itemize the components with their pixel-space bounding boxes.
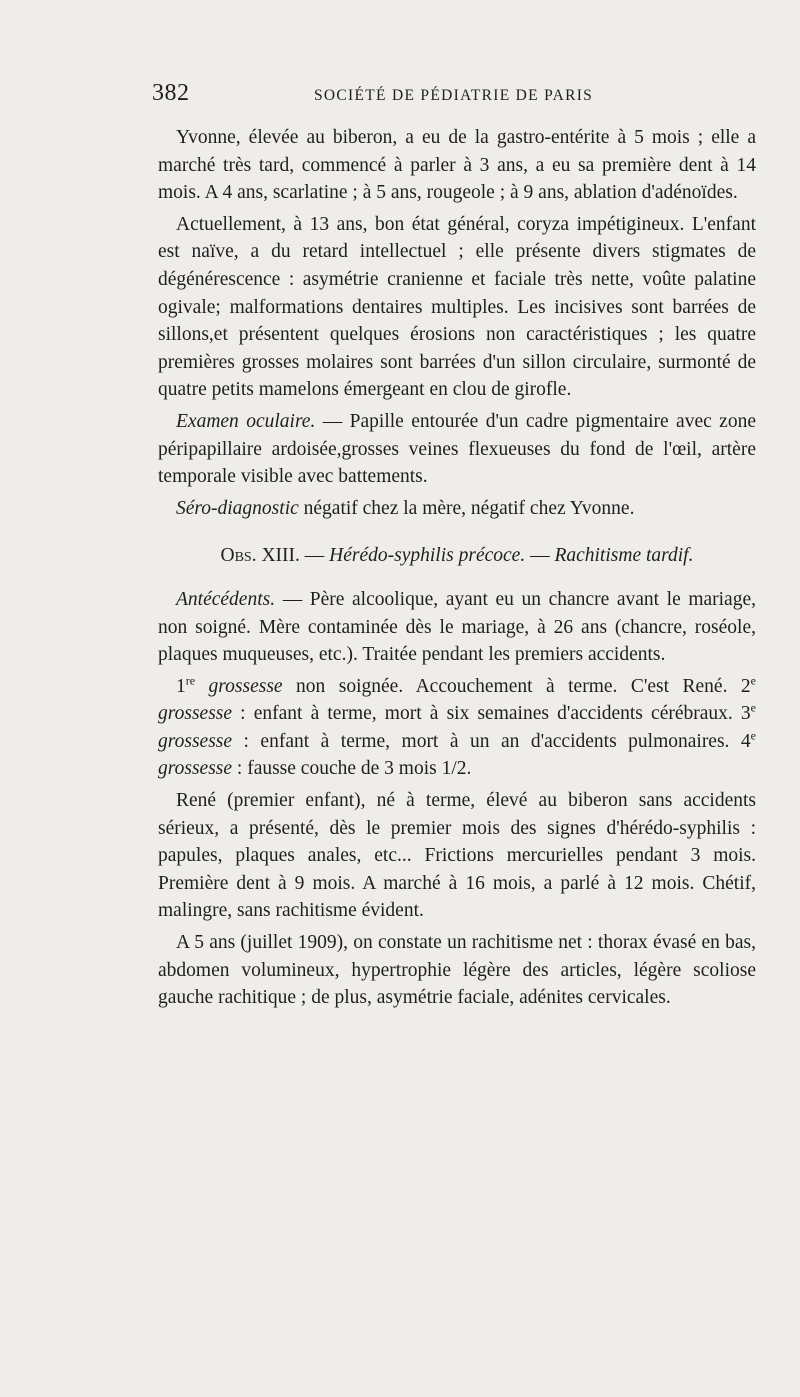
eye-exam-text: — Papille entourée d'un cadre pigmentaire avec zone péripapillaire ardoisée,grosses veines flexueuses du fond de l'œil, artère temporale visible avec battements. <box>158 410 756 488</box>
pregnancy-1-label: grossesse <box>195 675 283 697</box>
pregnancy-4-text: : fausse couche de 3 mois 1/2. <box>232 758 472 780</box>
observation-dash-2: — <box>525 545 555 567</box>
paragraph-rene-history: René (premier enfant), né à terme, élevé au biberon sans accidents sérieux, a présenté, dès le premier mois des signes d'hérédo-syphilis : papules, plaques anales, etc... Frictions mercurielles pendant 3 mois. Première dent à 9 mois. A marché à 16 mois, a parlé à 12 mois. Chétif, malingre, sans rachitisme évident. <box>158 790 756 922</box>
pregnancy-3-label: grossesse <box>158 730 233 752</box>
observation-dash-1: — <box>299 545 330 567</box>
pregnancy-3-text: : enfant à terme, mort à un an d'accidents pulmonaires. <box>232 730 741 752</box>
paragraph-antecedents <box>158 586 756 669</box>
paragraph-current-state: Actuellement, à 13 ans, bon état général, coryza impétigineux. L'enfant est naïve, a du retard intellectuel ; elle présente divers stigmates de dégénérescence : asymétrie cranienne et faciale très nette, voûte palatine ogivale; malformations dentaires multiples. Les incisives sont barrées de sillons,et présentent quelques érosions non caractéristiques ; les quatre premières grosses molaires sont barrées d'un sillon circulaire, surmonté de quatre petits mamelons émergeant en clou de girofle. <box>158 213 756 401</box>
antecedents-label: Antécédents. <box>176 588 276 610</box>
pregnancy-3-number: 3 <box>740 703 751 725</box>
paragraph-early-history: Yvonne, élevée au biberon, a eu de la gastro-entérite à 5 mois ; elle a marché très tard, commencé à parler à 3 ans, a eu sa première dent à 14 mois. A 4 ans, scarlatine ; à 5 ans, rougeole ; à 9 ans, ablation d'adénoïdes. <box>158 127 756 204</box>
eye-exam-label: Examen oculaire. <box>176 410 316 432</box>
running-head <box>152 80 756 110</box>
paragraph-eye-exam <box>158 408 756 491</box>
observation-title-2: Rachitisme tardif. <box>554 545 694 567</box>
serodiagnostic-text: négatif chez la mère, négatif chez Yvonne. <box>298 497 635 519</box>
pregnancy-1-text: non soignée. Accouchement à terme. C'est René. <box>282 675 741 697</box>
paragraph-serodiagnostic <box>158 495 756 523</box>
running-title: SOCIÉTÉ DE PÉDIATRIE DE PARIS <box>314 87 594 104</box>
antecedents-text: — Père alcoolique, ayant eu un chancre avant le mariage, non soigné. Mère contaminée dès le mariage, à 26 ans (chancre, roséole, plaques muqueuses, etc.). Traitée pendant les premiers accidents. <box>158 588 756 666</box>
observation-heading <box>158 542 756 570</box>
pregnancy-1-number: 1 <box>176 675 186 697</box>
pregnancy-2-text: : enfant à terme, mort à six semaines d'accidents cérébraux. <box>232 703 741 725</box>
body-text <box>158 124 756 1016</box>
observation-number: Obs. XIII. <box>220 545 300 567</box>
observation-title-1: Hérédo-syphilis précoce. <box>329 545 526 567</box>
pregnancy-2-ordinal: e <box>750 673 756 688</box>
pregnancy-4-ordinal: e <box>750 728 756 743</box>
paragraph-rickets-findings: A 5 ans (juillet 1909), on constate un rachitisme net : thorax évasé en bas, abdomen volumineux, hypertrophie légère des articles, légère scoliose gauche rachitique ; de plus, asymétrie faciale, adénites cervicales. <box>158 932 756 1009</box>
pregnancy-3-ordinal: e <box>750 700 756 715</box>
pregnancy-2-number: 2 <box>740 675 751 697</box>
serodiagnostic-label: Séro-diagnostic <box>176 497 299 519</box>
pregnancy-1-ordinal: re <box>185 673 196 688</box>
pregnancy-2-label: grossesse <box>158 703 233 725</box>
page-number: 382 <box>152 80 190 106</box>
pregnancy-4-number: 4 <box>740 730 751 752</box>
paragraph-pregnancies <box>158 673 756 783</box>
pregnancy-4-label: grossesse <box>158 758 233 780</box>
